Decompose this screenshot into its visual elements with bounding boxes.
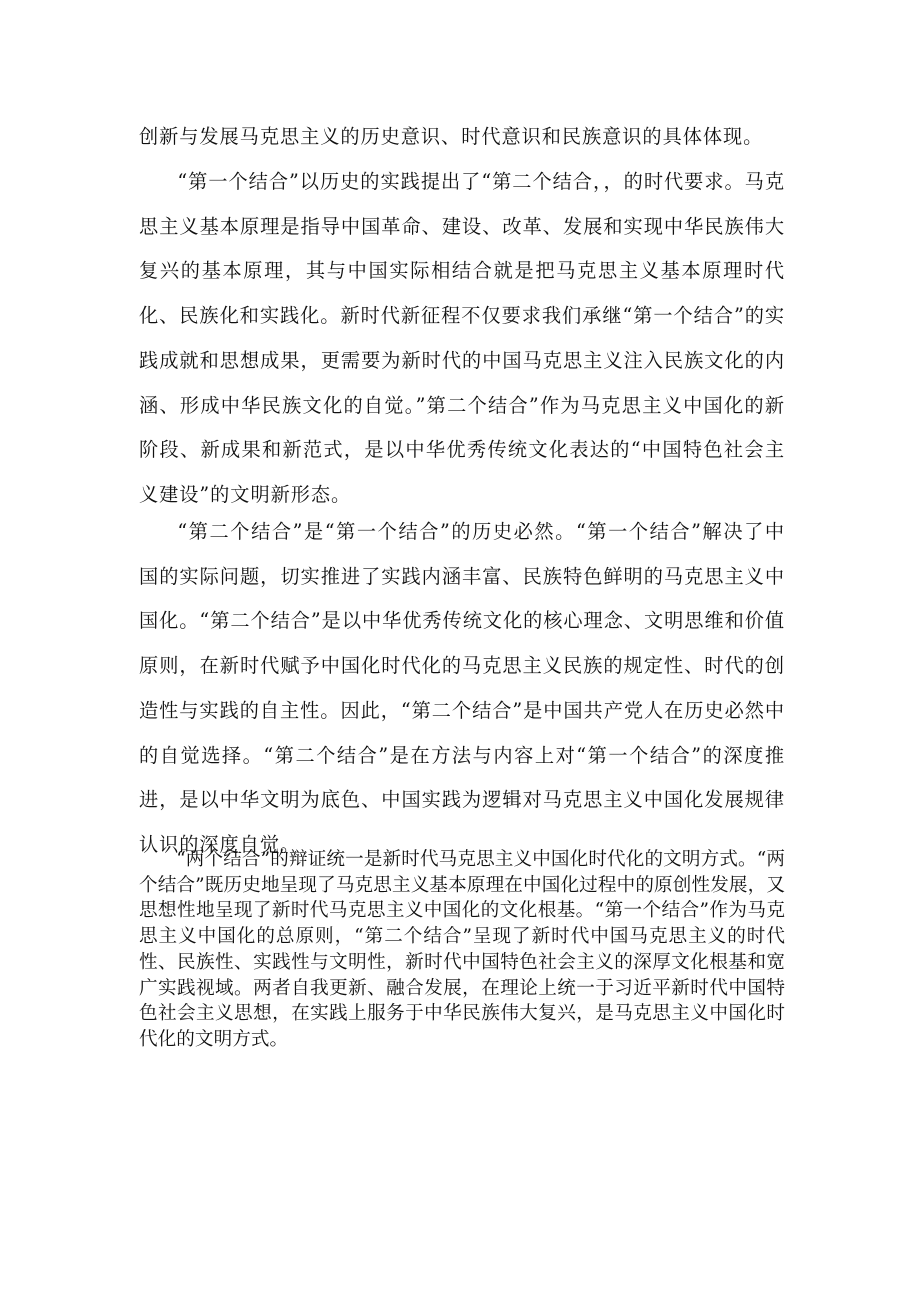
paragraph-second-combination: “第二个结合”是“第一个结合”的历史必然。“第一个结合”解决了中国的实际问题，切实推进了实践内涵丰富、民族特色鲜明的马克思主义中国化。“第二个结合”是以中华优秀传统文化的核心理念、文明思维和价值原则，在新时代赋予中国化时代化的马克思主义民族的规定性、时代的创造性与实践的自主性。因此，“第二个结合”是中国共产党人在历史必然中的自觉选择。“第二个结合”是在方法与内容上对“第一个结合”的深度推进，是以中华文明为底色、中国实践为逻辑对马克思主义中国化发展规律认识的深度自觉。 [139, 520, 785, 856]
paragraph-continuation: 创新与发展马克思主义的历史意识、时代意识和民族意识的具体体现。 [139, 125, 764, 148]
paragraph-two-combinations: “两个结合”的辩证统一是新时代马克思主义中国化时代化的文明方式。“两个结合”既历史地呈现了马克思主义基本原理在中国化过程中的原创性发展，又思想性地呈现了新时代马克思主义中国化的文化根基。“第一个结合”作为马克思主义中国化的总原则，“第二个结合”呈现了新时代中国马克思主义的时代性、民族性、实践性与文明性，新时代中国特色社会主义的深厚文化根基和宽广实践视域。两者自我更新、融合发展，在理论上统一于习近平新时代中国特色社会主义思想，在实践上服务于中华民族伟大复兴，是马克思主义中国化时代化的文明方式。 [139, 849, 785, 1050]
paragraph-first-combination: “第一个结合”以历史的实践提出了“第二个结合，，的时代要求。马克思主义基本原理是指导中国革命、建设、改革、发展和实现中华民族伟大复兴的基本原理，其与中国实际相结合就是把马克思主义基本原理时代化、民族化和实践化。新时代新征程不仅要求我们承继“第一个结合”的实践成就和思想成果，更需要为新时代的中国马克思主义注入民族文化的内涵、形成中华民族文化的自觉。”第二个结合”作为马克思主义中国化的新阶段、新成果和新范式，是以中华优秀传统文化表达的“中国特色社会主义建设”的文明新形态。 [139, 170, 785, 506]
